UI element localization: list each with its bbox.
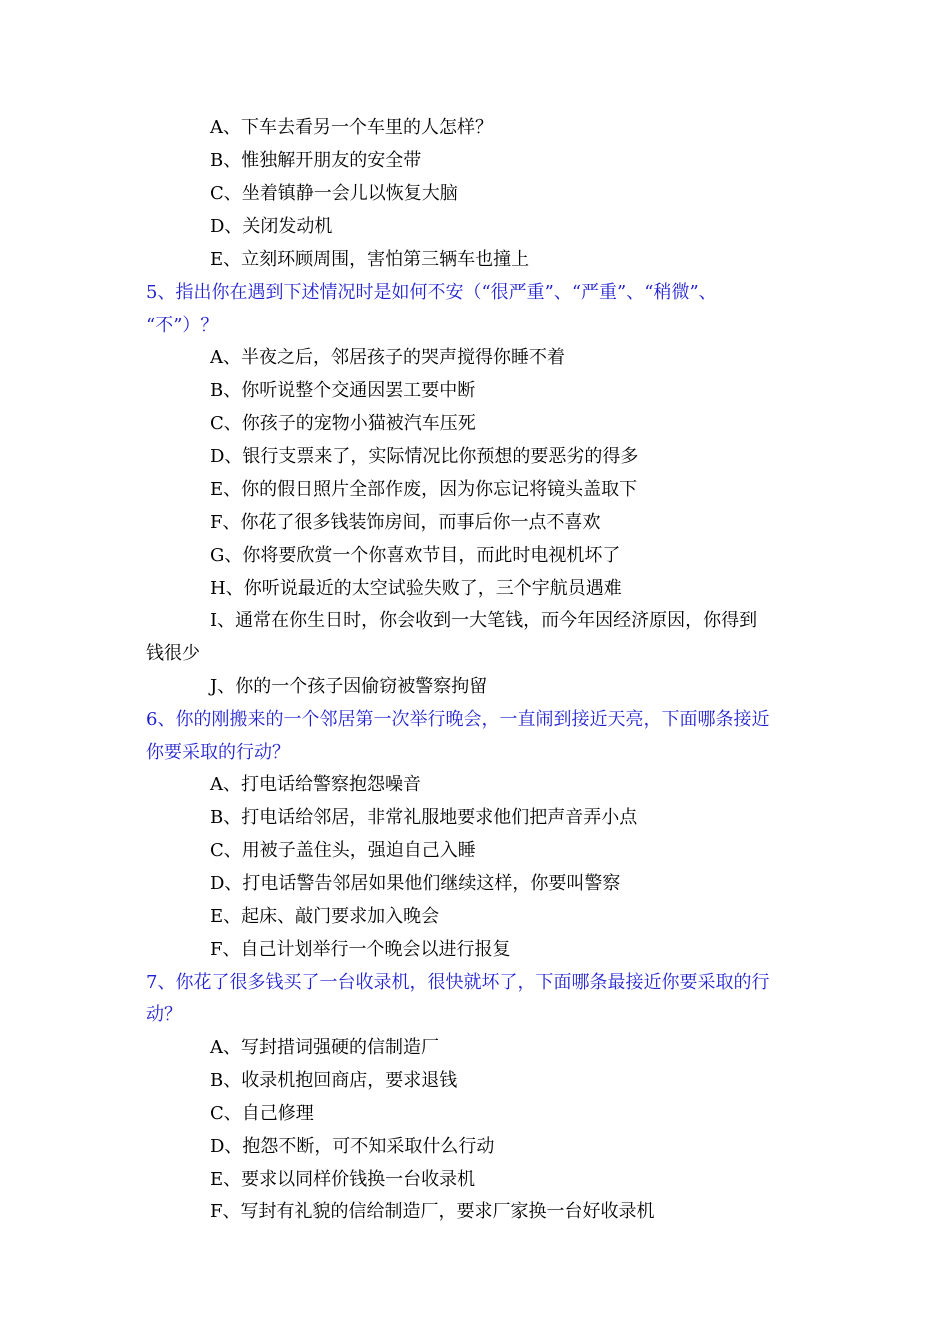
option-line: F、你花了很多钱装饰房间，而事后你一点不喜欢 <box>210 512 601 533</box>
option-line: B、惟独解开朋友的安全带 <box>210 150 422 171</box>
option-line: E、你的假日照片全部作废，因为你忘记将镜头盖取下 <box>210 479 638 500</box>
option-line: D、关闭发动机 <box>210 216 333 237</box>
option-line: A、写封措词强硬的信制造厂 <box>210 1037 439 1058</box>
option-line-continuation: 钱很少 <box>146 643 200 664</box>
option-line: D、抱怨不断，可不知采取什么行动 <box>210 1136 495 1157</box>
option-line: B、打电话给邻居，非常礼服地要求他们把声音弄小点 <box>210 807 638 828</box>
option-line: C、你孩子的宠物小猫被汽车压死 <box>210 413 476 434</box>
option-line: A、下车去看另一个车里的人怎样？ <box>210 117 493 138</box>
question-5-heading-cont: “不”）？ <box>146 315 219 336</box>
question-7-heading-cont: 动？ <box>146 1004 182 1025</box>
option-line: F、自己计划举行一个晚会以进行报复 <box>210 939 511 960</box>
question-7-heading: 7、你花了很多钱买了一台收录机，很快就坏了，下面哪条最接近你要采取的行 <box>146 972 770 993</box>
option-line: F、写封有礼貌的信给制造厂，要求厂家换一台好收录机 <box>210 1201 655 1222</box>
option-line: G、你将要欣赏一个你喜欢节目，而此时电视机坏了 <box>210 545 621 566</box>
option-line: C、用被子盖住头，强迫自己入睡 <box>210 840 476 861</box>
option-line: C、自己修理 <box>210 1103 314 1124</box>
option-line: D、打电话警告邻居如果他们继续这样，你要叫警察 <box>210 873 621 894</box>
option-line: I、通常在你生日时，你会收到一大笔钱，而今年因经济原因，你得到 <box>210 610 758 631</box>
option-line: D、银行支票来了，实际情况比你预想的要恶劣的得多 <box>210 446 639 467</box>
option-line: B、你听说整个交通因罢工要中断 <box>210 380 476 401</box>
option-line: A、打电话给警察抱怨噪音 <box>210 774 421 795</box>
option-line: C、坐着镇静一会儿以恢复大脑 <box>210 183 458 204</box>
question-6-heading: 6、你的刚搬来的一个邻居第一次举行晚会，一直闹到接近天亮，下面哪条接近 <box>146 709 770 730</box>
question-6-heading-cont: 你要采取的行动？ <box>146 742 290 763</box>
option-line: A、半夜之后，邻居孩子的哭声搅得你睡不着 <box>210 347 565 368</box>
option-line: B、收录机抱回商店，要求退钱 <box>210 1070 458 1091</box>
option-line: E、起床、敲门要求加入晚会 <box>210 906 440 927</box>
option-line: J、你的一个孩子因偷窃被警察拘留 <box>210 676 488 697</box>
question-5-heading: 5、指出你在遇到下述情况时是如何不安（“很严重”、“严重”、“稍微”、 <box>146 282 717 303</box>
option-line: H、你听说最近的太空试验失败了，三个宇航员遇难 <box>210 578 622 599</box>
option-line: E、要求以同样价钱换一台收录机 <box>210 1169 476 1190</box>
option-line: E、立刻环顾周围，害怕第三辆车也撞上 <box>210 249 530 270</box>
